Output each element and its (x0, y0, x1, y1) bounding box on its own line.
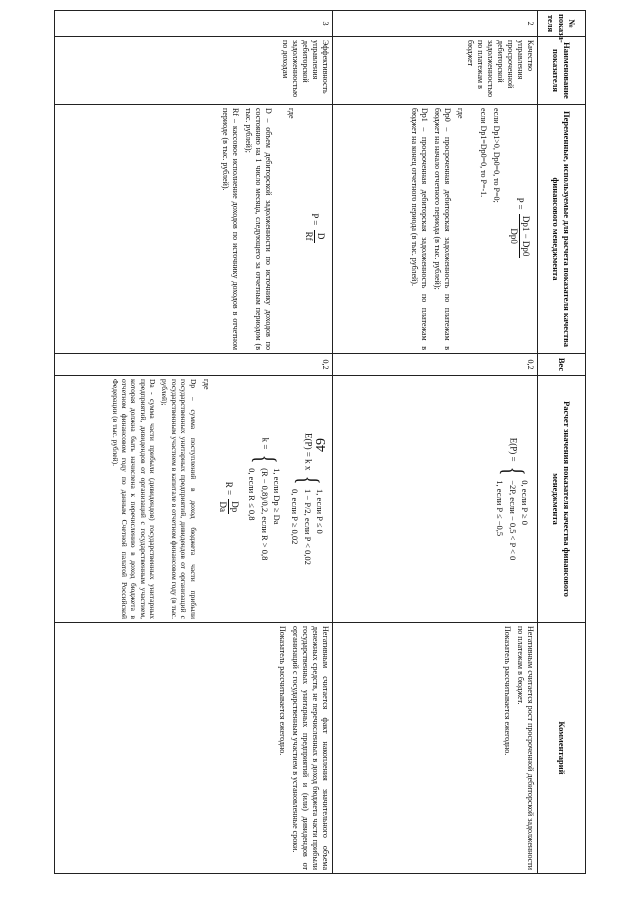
header-vars: Переменные, используемые для расчета показателя качества финансового менеджмента (538, 105, 586, 354)
table-row (333, 11, 538, 874)
definition-1: Dp0 – просроченная дебиторская задолженность по платежам в бюджет на начало отчетного периода (в тыс. рублей); (433, 108, 453, 350)
formula-numerator: D (314, 230, 326, 243)
condition-1: если Dp1>0, Dp0=0, то P=0; (492, 108, 502, 203)
header-name: Наименование показателя (538, 37, 586, 105)
calc-case-2: 1 − P/2, если P < 0,02 (302, 489, 313, 565)
comment-1: Негативным считается факт накопления значительного объема денежных средств, не перечисленных в доход бюджета части прибыли государственных унитарных предприятий и (или) дивидендов от организаций с государственным участием в установленные сроки. (291, 626, 330, 870)
calc-case-3: 1, если P ≤ −0,5 (495, 480, 506, 537)
formula (508, 108, 532, 350)
formula-fraction (508, 214, 532, 259)
formula-fraction (303, 230, 327, 243)
where-label: где (201, 379, 211, 390)
header-num: № показа-теля (538, 11, 586, 37)
variables-cell (333, 105, 538, 354)
formula (303, 108, 327, 350)
comment-cell (333, 623, 538, 874)
formula-denominator: Dp0 (508, 228, 519, 244)
definition-3: Dp – сумма поступлений в доход бюджета части прибыли государственных унитарных предприятий, дивидендов от организаций с государственным участием в капитале в отчетном финансовом году (в тыс. рублей); (160, 379, 198, 619)
indicators-table (54, 10, 586, 874)
formula-lhs: P = (515, 197, 526, 210)
k-case-2: (R − 0,8)/0,2, если R > 0,8 (259, 468, 270, 561)
indicator-name: Эффективность управления дебиторской задолженностью по доходам (55, 37, 333, 105)
formula-denominator: Rf (303, 231, 314, 241)
where-label: где (456, 108, 466, 119)
formula-numerator: Dp1 − Dp0 (519, 214, 531, 259)
definition-2: Rf – кассовое исполнение доходов по источнику доходов в отчетном периоде (в тыс. рублей). (221, 108, 241, 350)
formula-lhs: P = (310, 213, 321, 226)
calc-formula: E(P) = { 0, если P ≥ 0 −2P, если − 0,5 < P < 0 1, если P ≤ −0,5 (495, 437, 530, 561)
r-numerator: Dp (228, 499, 240, 514)
definition-2: Dp1 – просроченная дебиторская задолженность по платежам в бюджет на конец отчетного периода (в тыс. рублей). (410, 108, 430, 350)
r-formula (217, 379, 241, 619)
calc-case-1: 0, если P ≥ 0 (520, 480, 530, 525)
table-header-row (538, 11, 586, 874)
r-lhs: R = (224, 481, 235, 496)
page-number: 49 (314, 438, 329, 452)
calc-lhs: E(P) = (508, 437, 519, 462)
calculation-cell (55, 376, 333, 623)
k-case-1: 1, если Dp ≥ Da (272, 468, 283, 525)
definition-1: D – объем дебиторской задолженности по источнику доходов по состоянию на 1 число месяца, следующего за отчетным периодом (в тыс. рублей); (244, 108, 274, 350)
k-lhs: k = (260, 437, 271, 450)
calc-case-3: 0, если P ≥ 0,02 (290, 489, 301, 545)
row-number: 2 (333, 11, 538, 37)
k-formula: k = { 1, если Dp ≥ Da (R − 0,8)/0,2, если R > 0,8 0, если R ≤ 0,8 (247, 437, 283, 561)
row-number: 3 (55, 11, 333, 37)
calculation-cell (333, 376, 538, 623)
calc-case-1: 1, если P ≤ 0 (315, 489, 325, 534)
table-row (55, 11, 333, 874)
weight: 0,2 (55, 354, 333, 376)
header-comment: Комментарий (538, 623, 586, 874)
calc-lhs: E(P) = k x (303, 433, 314, 471)
header-calc: Расчет значения показателя качества финансового менеджмента (538, 376, 586, 623)
header-weight: Вес (538, 354, 586, 376)
condition-2: если Dp1=Dp0=0, то P=-1. (479, 108, 489, 198)
comment-cell (55, 623, 333, 874)
indicator-name: Качество управления просроченной дебиторской задолженностью по платежам в бюджет (333, 37, 538, 105)
r-fraction (217, 499, 241, 514)
calc-case-2: −2P, если − 0,5 < P < 0 (507, 480, 518, 561)
comment-2: Показатель рассчитывается ежегодно. (278, 626, 287, 756)
r-denominator: Da (217, 501, 228, 513)
comment-2: Показатель рассчитывается ежегодно. (503, 626, 512, 756)
k-case-3: 0, если R ≤ 0,8 (247, 468, 258, 521)
rotated-table-container (54, 10, 586, 873)
comment-1: Негативным считается рост просроченной дебиторской задолженности по платежам в бюджет. (516, 626, 535, 870)
definition-4: Da - сумма части прибыли (дивидендов) государственных унитарных предприятий, дивидендов от организаций с государственным участием, которая должна быть начислена к перечислению в доход бюджета в отчетном финансовом году по данным Счетной палатой Российской Федерации (в тыс. рублей). (110, 379, 158, 619)
where-label: где (287, 108, 297, 119)
variables-cell (55, 105, 333, 354)
weight: 0,2 (333, 354, 538, 376)
calc-formula: E(P) = k x { 1, если P ≤ 0 1 − P/2, если P < 0,02 0, если P ≥ 0,02 (290, 433, 325, 565)
